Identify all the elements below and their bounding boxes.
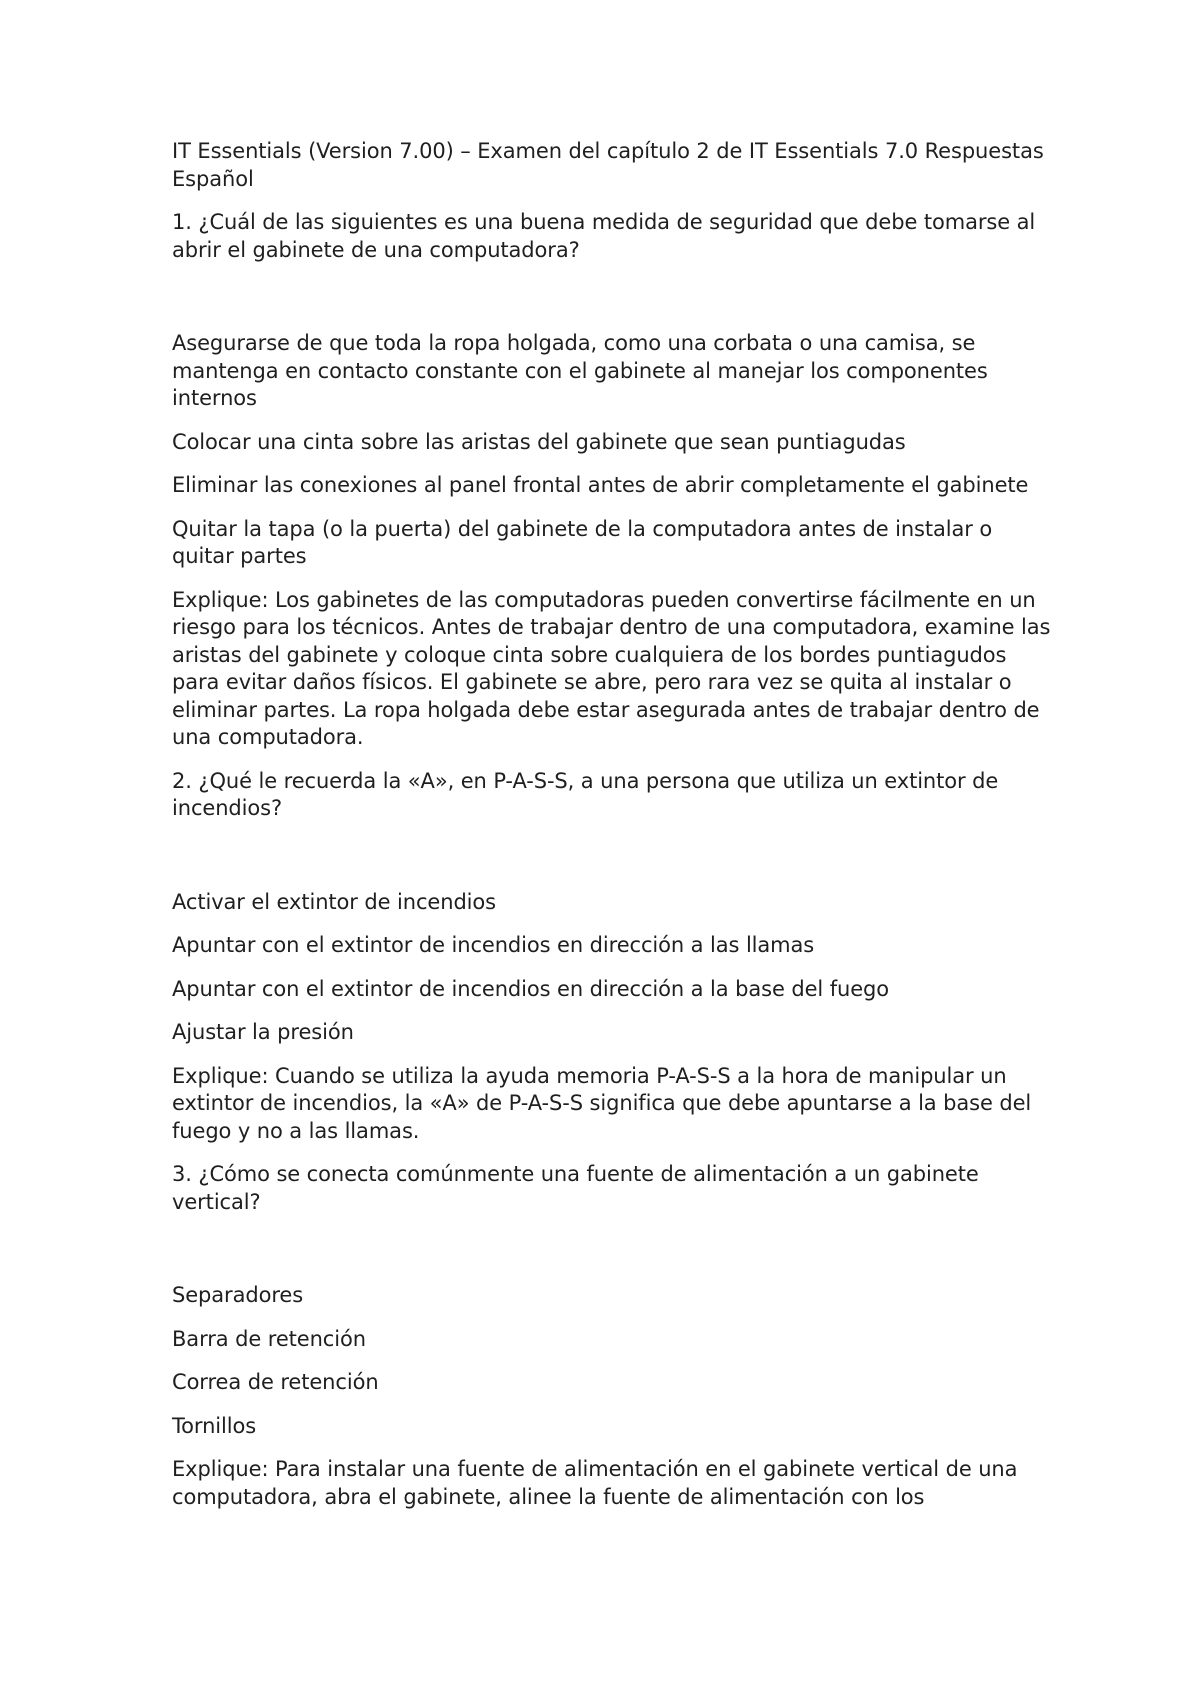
question-1-option-1: Asegurarse de que toda la ropa holgada, como una corbata o una camisa, se mantenga en contacto constante con el gabinete al manejar los componentes internos: [172, 331, 988, 410]
question-1-option-3: Eliminar las conexiones al panel frontal antes de abrir completamente el gabinete: [172, 473, 1029, 497]
spacer: [172, 1232, 1052, 1282]
question-3-option-3: Correa de retención: [172, 1370, 379, 1394]
question-1-text: 1. ¿Cuál de las siguientes es una buena medida de seguridad que debe tomarse al abrir el gabinete de una computadora?: [172, 210, 1036, 262]
question-3-option-2: Barra de retención: [172, 1326, 366, 1351]
question-2-option-2: Apuntar con el extintor de incendios en dirección a las llamas: [172, 933, 815, 957]
question-3-option-4: Tornillos: [172, 1413, 257, 1438]
question-2-option-4: Ajustar la presión: [172, 1020, 354, 1044]
spacer: [172, 280, 1052, 330]
question-3-text: 3. ¿Cómo se conecta comúnmente una fuente de alimentación a un gabinete vertical?: [172, 1162, 979, 1214]
spacer: [172, 839, 1052, 889]
question-1-option-2: Colocar una cinta sobre las aristas del gabinete que sean puntiagudas: [172, 429, 906, 454]
question-1-explanation: Explique: Los gabinetes de las computadoras pueden convertirse fácilmente en un riesgo para los técnicos. Antes de trabajar dentro de una computadora, examine las aristas del gabinete y coloque cinta sobre cualquiera de los bordes puntiagudos para evitar daños físicos. El gabinete se abre, pero rara vez se quita al instalar o eliminar partes. La ropa holgada debe estar asegurada antes de trabajar dentro de una computadora.: [172, 587, 1051, 749]
question-3-explanation: Explique: Para instalar una fuente de alimentación en el gabinete vertical de una computadora, abra el gabinete, alinee la fuente de alimentación con los: [172, 1457, 1018, 1509]
question-2-option-1: Activar el extintor de incendios: [172, 889, 496, 914]
document-page: [172, 138, 1052, 1527]
question-2-explanation: Explique: Cuando se utiliza la ayuda memoria P-A-S-S a la hora de manipular un extintor de incendios, la «A» de P-A-S-S significa que debe apuntarse a la base del fuego y no a las llamas.: [172, 1063, 1032, 1143]
question-2-option-3: Apuntar con el extintor de incendios en dirección a la base del fuego: [172, 976, 889, 1001]
question-1-option-4: Quitar la tapa (o la puerta) del gabinete de la computadora antes de instalar o quitar partes: [172, 516, 993, 568]
question-3-option-1: Separadores: [172, 1283, 304, 1307]
question-2-text: 2. ¿Qué le recuerda la «A», en P-A-S-S, a una persona que utiliza un extintor de incendios?: [172, 768, 999, 820]
document-title: IT Essentials (Version 7.00) – Examen del capítulo 2 de IT Essentials 7.0 Respuestas Español: [172, 139, 1044, 191]
